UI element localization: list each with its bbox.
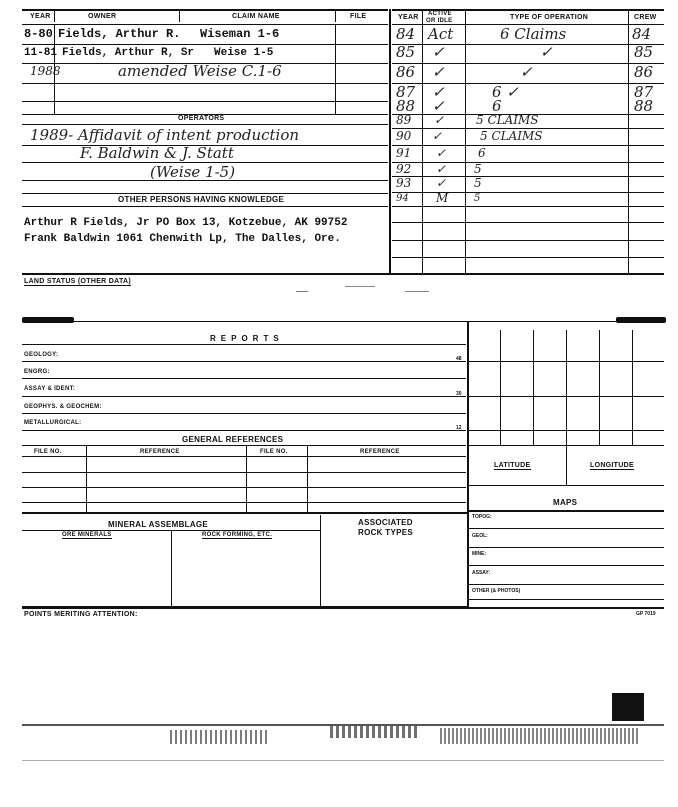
operators-rule xyxy=(22,180,388,181)
scan-speck xyxy=(345,286,375,287)
other-persons-header-rule xyxy=(22,206,388,207)
bar-marker-right xyxy=(616,317,666,323)
reports-engrg-label: ENGRG: xyxy=(24,369,50,375)
reports-margin-mark: 30 xyxy=(456,391,462,397)
claims-row-rule xyxy=(22,83,388,84)
op-row-type: 6 Claims xyxy=(500,25,567,43)
scan-speck xyxy=(405,291,429,292)
op-row-crew: 85 xyxy=(634,43,654,61)
reports-rule xyxy=(22,361,466,362)
operators-line-1: 1989- Affidavit of intent production xyxy=(30,126,300,144)
op-column-line xyxy=(628,10,629,274)
claim-row-owner: Fields, Arthur R. xyxy=(58,27,181,41)
ref-reference-header-2: REFERENCE xyxy=(360,449,400,455)
handwritten-claim-prefix: 1988 xyxy=(30,64,61,78)
op-row-type: 6 xyxy=(478,146,486,160)
maps-geol-label: GEOL: xyxy=(472,533,488,539)
grid-line xyxy=(468,430,664,431)
coords-rule xyxy=(468,485,664,486)
maps-title: MAPS xyxy=(553,498,578,507)
op-row-type: ✓ xyxy=(520,63,533,81)
mineral-column-line xyxy=(171,530,172,606)
mineral-top-rule xyxy=(22,512,468,514)
other-persons-line-1: Arthur R Fields, Jr PO Box 13, Kotzebue, AK 99752 xyxy=(24,217,348,229)
op-column-line xyxy=(422,10,423,274)
scan-artifact-noise xyxy=(440,728,640,744)
op-row-active: ✓ xyxy=(432,83,445,101)
op-active-header-1: ACTIVE xyxy=(428,11,452,17)
ore-minerals-header: ORE MINERALS xyxy=(62,532,112,538)
op-row-year: 86 xyxy=(396,63,416,81)
maps-rule xyxy=(468,547,664,548)
op-active-header-2: OR IDLE xyxy=(426,18,453,24)
top-rule-left xyxy=(22,9,388,11)
op-row-active: ✓ xyxy=(436,146,447,160)
op-row-active: ✓ xyxy=(436,162,447,176)
op-crew-header: CREW xyxy=(634,14,657,21)
claim-row-year: 11-81 xyxy=(24,47,58,59)
ref-column-line xyxy=(86,445,87,512)
op-row-type: 6 xyxy=(492,97,502,115)
op-row-type: ✓ xyxy=(540,43,553,61)
op-row-active: ✓ xyxy=(432,63,445,81)
claims-owner-header: OWNER xyxy=(88,13,117,20)
maps-assay-label: ASSAY: xyxy=(472,570,491,576)
claims-header-divider xyxy=(54,10,55,22)
section-divider xyxy=(389,9,391,274)
op-row-year: 91 xyxy=(396,146,412,160)
op-row-type: 5 xyxy=(474,193,481,204)
ref-reference-header: REFERENCE xyxy=(140,449,180,455)
claims-header-divider xyxy=(335,10,336,22)
maps-rule xyxy=(468,565,664,566)
op-row-rule xyxy=(392,222,664,223)
op-type-header: TYPE OF OPERATION xyxy=(510,14,589,21)
op-row-rule xyxy=(392,206,664,207)
op-row-type: 6 ✓ xyxy=(492,83,519,101)
ref-file-no-header-2: FILE NO. xyxy=(260,449,288,455)
coords-divider xyxy=(566,455,567,485)
ref-column-line xyxy=(307,445,308,512)
claim-row-owner: Fields, Arthur R, Sr xyxy=(62,47,195,59)
bottom-rule xyxy=(22,607,664,609)
scan-artifact-noise xyxy=(330,726,420,738)
operators-header-rule xyxy=(22,124,388,125)
other-persons-title: OTHER PERSONS HAVING KNOWLEDGE xyxy=(118,195,285,204)
grid-line xyxy=(468,361,664,362)
top-section-bottom-rule xyxy=(22,273,664,275)
scan-speck xyxy=(296,291,308,292)
claim-row-year: 8-80 xyxy=(24,27,53,41)
op-row-year: 94 xyxy=(396,193,409,204)
general-references-rule xyxy=(22,487,466,488)
operators-line-3: (Weise 1-5) xyxy=(150,163,236,181)
maps-mine-label: MINE: xyxy=(472,551,487,557)
reports-metallurgical-label: METALLURGICAL: xyxy=(24,420,82,426)
op-row-year: 89 xyxy=(396,113,412,127)
op-row-year: 84 xyxy=(396,25,416,43)
op-row-active: ✓ xyxy=(434,113,445,127)
ref-file-no-header: FILE NO. xyxy=(34,449,62,455)
reports-top-rule xyxy=(22,321,664,322)
maps-rule xyxy=(468,599,664,600)
op-row-type: 5 CLAIMS xyxy=(476,113,539,127)
op-row-year: 92 xyxy=(396,162,412,176)
claims-row-rule xyxy=(22,44,388,45)
op-row-year: 90 xyxy=(396,129,412,143)
op-row-year: 85 xyxy=(396,43,416,61)
general-references-rule xyxy=(22,502,466,503)
general-references-rule xyxy=(22,445,466,446)
op-row-active: Act xyxy=(428,25,454,43)
grid-line xyxy=(566,330,567,455)
maps-rule xyxy=(468,584,664,585)
op-row-active: ✓ xyxy=(432,43,445,61)
op-row-rule xyxy=(392,240,664,241)
reports-title: REPORTS xyxy=(210,334,284,343)
op-row-active: ✓ xyxy=(436,176,447,190)
claim-row-name: Weise 1-5 xyxy=(214,47,274,59)
op-row-rule xyxy=(392,176,664,177)
op-row-active: M xyxy=(436,191,449,205)
op-row-active: ✓ xyxy=(432,129,443,143)
other-persons-top-rule xyxy=(22,193,388,194)
general-references-rule xyxy=(22,456,466,457)
operators-title: OPERATORS xyxy=(178,115,225,122)
op-column-line xyxy=(465,10,466,274)
grid-line xyxy=(468,445,664,446)
grid-line xyxy=(599,330,600,445)
general-references-rule xyxy=(22,472,466,473)
claims-row-rule xyxy=(22,101,388,102)
op-row-year: 93 xyxy=(396,176,412,190)
associated-rock-types-2: ROCK TYPES xyxy=(358,528,414,537)
rock-forming-header: ROCK FORMING, ETC. xyxy=(202,532,273,538)
op-row-active: ✓ xyxy=(432,97,445,115)
form-code: GP 7019 xyxy=(636,611,656,617)
op-row-rule xyxy=(392,162,664,163)
reports-margin-mark: 12 xyxy=(456,425,462,431)
op-row-type: 5 xyxy=(474,176,482,190)
reports-header-rule xyxy=(22,344,466,345)
grid-line xyxy=(500,330,501,445)
op-row-type: 5 CLAIMS xyxy=(480,129,543,143)
other-persons-line-2: Frank Baldwin 1061 Chenwith Lp, The Dalles, Ore. xyxy=(24,233,341,245)
claim-row-name: Wiseman 1-6 xyxy=(200,27,280,41)
reports-geophys-label: GEOPHYS. & GEOCHEM: xyxy=(24,404,102,410)
op-row-year: 88 xyxy=(396,97,416,115)
mineral-assemblage-title: MINERAL ASSEMBLAGE xyxy=(108,520,209,529)
op-row-type: 5 xyxy=(474,162,482,176)
op-row-crew: 84 xyxy=(632,25,652,43)
maps-rule xyxy=(468,528,664,529)
grid-line xyxy=(468,396,664,397)
general-references-title: GENERAL REFERENCES xyxy=(182,435,284,444)
reports-rule xyxy=(22,430,466,431)
claims-header-rule xyxy=(22,24,388,25)
claims-file-header: FILE xyxy=(350,13,367,20)
claims-column-line xyxy=(54,24,55,114)
op-row-year: 87 xyxy=(396,83,416,101)
handwritten-claim-note: amended Weise C.1-6 xyxy=(118,62,282,80)
operators-line-2: F. Baldwin & J. Statt xyxy=(80,144,234,162)
reports-rule xyxy=(22,396,466,397)
maps-rule xyxy=(468,510,664,512)
op-row-crew: 88 xyxy=(634,97,654,115)
reports-rule xyxy=(22,413,466,414)
claims-column-line xyxy=(335,24,336,114)
grid-line xyxy=(632,330,633,445)
points-meriting-label: POINTS MERITING ATTENTION: xyxy=(24,611,138,618)
op-row-rule xyxy=(392,257,664,258)
ref-column-line xyxy=(246,445,247,512)
reports-rule xyxy=(22,378,466,379)
scan-artifact-block xyxy=(612,693,644,721)
op-row-rule xyxy=(392,145,664,146)
scan-artifact-line xyxy=(22,760,664,761)
reports-margin-mark: 48 xyxy=(456,356,462,362)
scan-artifact-noise xyxy=(170,730,270,744)
reports-geology-label: GEOLOGY: xyxy=(24,352,59,358)
associated-rock-types-1: ASSOCIATED xyxy=(358,518,413,527)
claims-header-divider xyxy=(179,10,180,22)
longitude-label: LONGITUDE xyxy=(590,462,634,469)
reports-assay-label: ASSAY & IDENT: xyxy=(24,386,76,392)
maps-topog-label: TOPOG: xyxy=(472,514,492,520)
grid-line xyxy=(533,330,534,445)
op-row-rule xyxy=(392,192,664,193)
land-status-label: LAND STATUS (OTHER DATA) xyxy=(24,278,132,285)
op-row-crew: 86 xyxy=(634,63,654,81)
latitude-label: LATITUDE xyxy=(494,462,531,469)
op-year-header: YEAR xyxy=(398,14,419,21)
claims-name-header: CLAIM NAME xyxy=(232,13,280,20)
bar-marker-left xyxy=(22,317,74,323)
claims-year-header: YEAR xyxy=(30,13,51,20)
maps-other-label: OTHER (& PHOTOS) xyxy=(472,588,521,594)
op-row-crew: 87 xyxy=(634,83,654,101)
mineral-column-line xyxy=(320,515,321,606)
